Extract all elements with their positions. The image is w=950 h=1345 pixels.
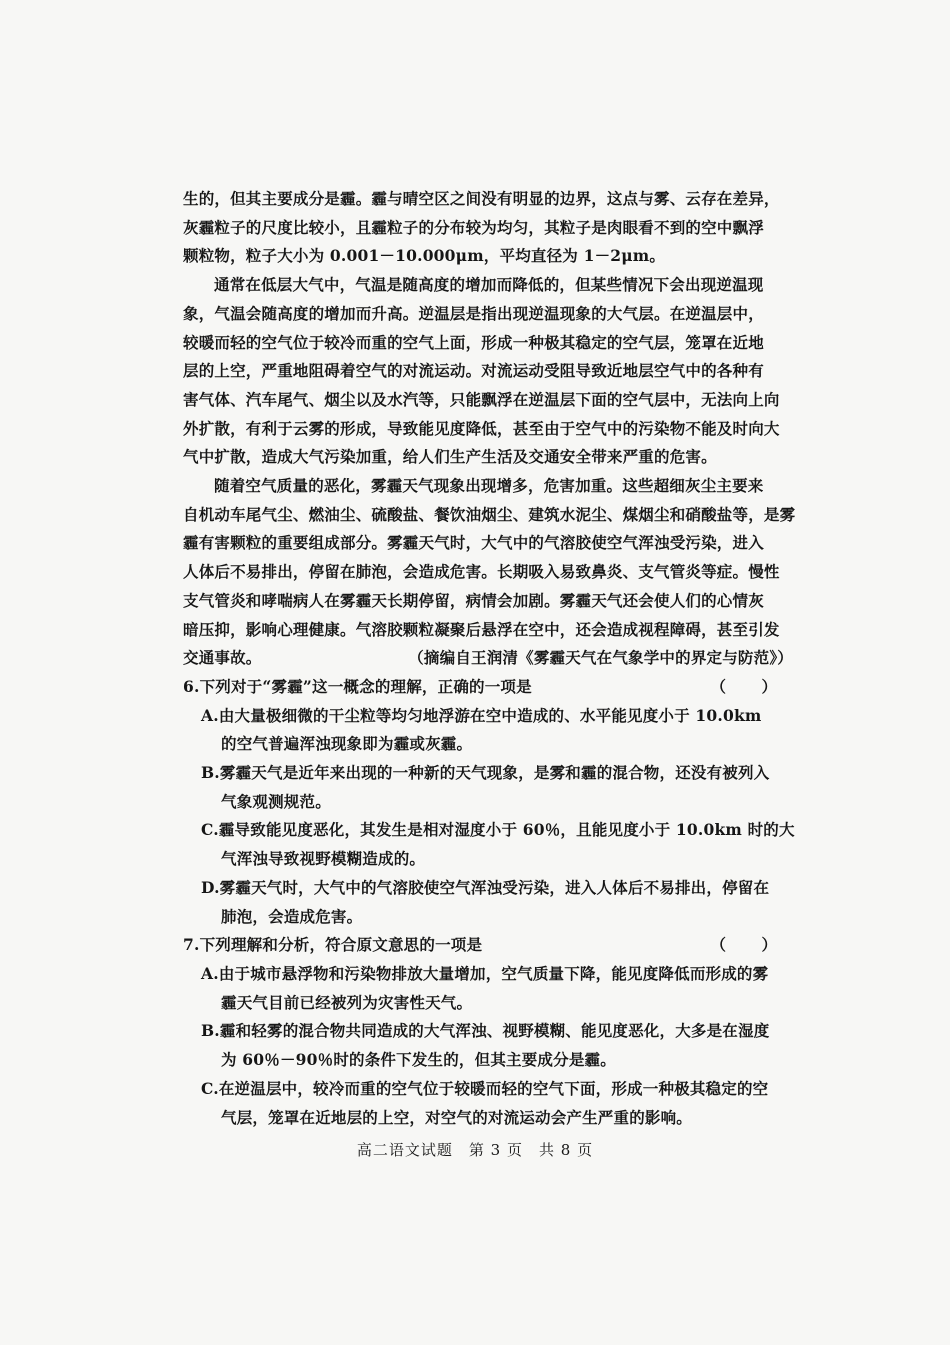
text-line: 支气管炎和哮喘病人在雾霾天长期停留，病情会加剧。雾霾天气还会使人们的心情灰 [183,590,764,610]
option-a: A.由于城市悬浮物和污染物排放大量增加，空气质量下降，能见度降低而形成的雾 [201,963,769,983]
text-line: 气中扩散，造成大气污染加重，给人们生产生活及交通安全带来严重的危害。 [183,447,717,467]
text-line: 颗粒物，粒子大小为 0.001－10.000μm，平均直径为 1－2μm。 [183,246,666,266]
source-citation: （摘编自王润清《雾霾天气在气象学中的界定与防范》） [408,648,793,668]
text-line: 灰霾粒子的尺度比较小，且霾粒子的分布较为均匀，其粒子是肉眼看不到的空中飘浮 [183,217,764,237]
text-line: 外扩散，有利于云雾的形成，导致能见度降低，甚至由于空气中的污染物不能及时向大 [183,418,780,438]
question-stem [183,673,793,702]
option-b-cont: 气象观测规范。 [221,791,331,811]
answer-bracket: （ ） [710,935,787,955]
text-line: 人体后不易排出，停留在肺泡，会造成危害。长期吸入易致鼻炎、支气管炎等症。慢性 [183,562,780,582]
text-line: 交通事故。 [183,648,262,668]
option-a-cont: 霾天气目前已经被列为灾害性天气。 [221,992,473,1012]
question-stem [183,931,793,960]
text-line: 层的上空，严重地阻碍着空气的对流运动。对流运动受阻导致近地层空气中的各种有 [183,361,764,381]
question-text: 6.下列对于“雾霾”这一概念的理解，正确的一项是 [183,676,532,696]
paragraph-3 [183,472,796,673]
text-line: 暗压抑，影响心理健康。气溶胶颗粒凝聚后悬浮在空中，还会造成视程障碍，甚至引发 [183,619,780,639]
option-d-cont: 肺泡，会造成危害。 [221,906,363,926]
option-a-cont: 的空气普遍浑浊现象即为霾或灰霾。 [221,734,473,754]
text-line: 害气体、汽车尾气、烟尘以及水汽等，只能飘浮在逆温层下面的空气层中，无法向上向 [183,389,780,409]
question-7 [183,931,793,1132]
text-line: 较暖而轻的空气位于较冷而重的空气上面，形成一种极其稳定的空气层，笼罩在近地 [183,332,764,352]
text-line: 自机动车尾气尘、燃油尘、硫酸盐、餐饮油烟尘、建筑水泥尘、煤烟尘和硝酸盐等，是雾 [183,504,796,524]
option-d: D.雾霾天气时，大气中的气溶胶使空气浑浊受污染，进入人体后不易排出，停留在 [201,877,770,897]
option-c-cont: 气层，笼罩在近地层的上空，对空气的对流运动会产生严重的影响。 [221,1107,693,1127]
text-line: 通常在低层大气中，气温是随高度的增加而降低的，但某些情况下会出现逆温现 [214,275,764,295]
option-a: A.由大量极细微的干尘粒等均匀地浮游在空中造成的、水平能见度小于 10.0km [201,705,762,725]
option-b: B.雾霾天气是近年来出现的一种新的天气现象，是雾和霾的混合物，还没有被列入 [201,763,770,783]
paragraph-2 [183,271,793,472]
text-line: 生的，但其主要成分是霾。霾与晴空区之间没有明显的边界，这点与雾、云存在差异， [183,189,780,208]
answer-bracket: （ ） [710,676,787,696]
question-6 [183,673,793,931]
page-footer: 高二语文试题 第 3 页 共 8 页 [356,1141,594,1159]
question-text: 7.下列理解和分析，符合原文意思的一项是 [183,935,483,955]
text-line: 象，气温会随高度的增加而升高。逆温层是指出现逆温现象的大气层。在逆温层中， [183,303,764,323]
option-c-cont: 气浑浊导致视野模糊造成的。 [221,849,426,869]
option-c: C.霾导致能见度恶化，其发生是相对湿度小于 60％，且能见度小于 10.0km 时的大 [201,820,795,840]
text-line: 霾有害颗粒的重要组成部分。雾霾天气时，大气中的气溶胶使空气浑浊受污染，进入 [183,533,764,553]
option-b-cont: 为 60％－90％时的条件下发生的，但其主要成分是霾。 [221,1050,616,1070]
last-line-with-source [183,644,793,673]
page-content [183,185,796,1132]
option-b: B.霾和轻雾的混合物共同造成的大气浑浊、视野模糊、能见度恶化，大多是在湿度 [201,1021,770,1041]
option-c: C.在逆温层中，较冷而重的空气位于较暖而轻的空气下面，形成一种极其稳定的空 [201,1078,769,1098]
text-line: 随着空气质量的恶化，雾霾天气现象出现增多，危害加重。这些超细灰尘主要来 [214,476,764,496]
paragraph-1 [183,185,793,271]
